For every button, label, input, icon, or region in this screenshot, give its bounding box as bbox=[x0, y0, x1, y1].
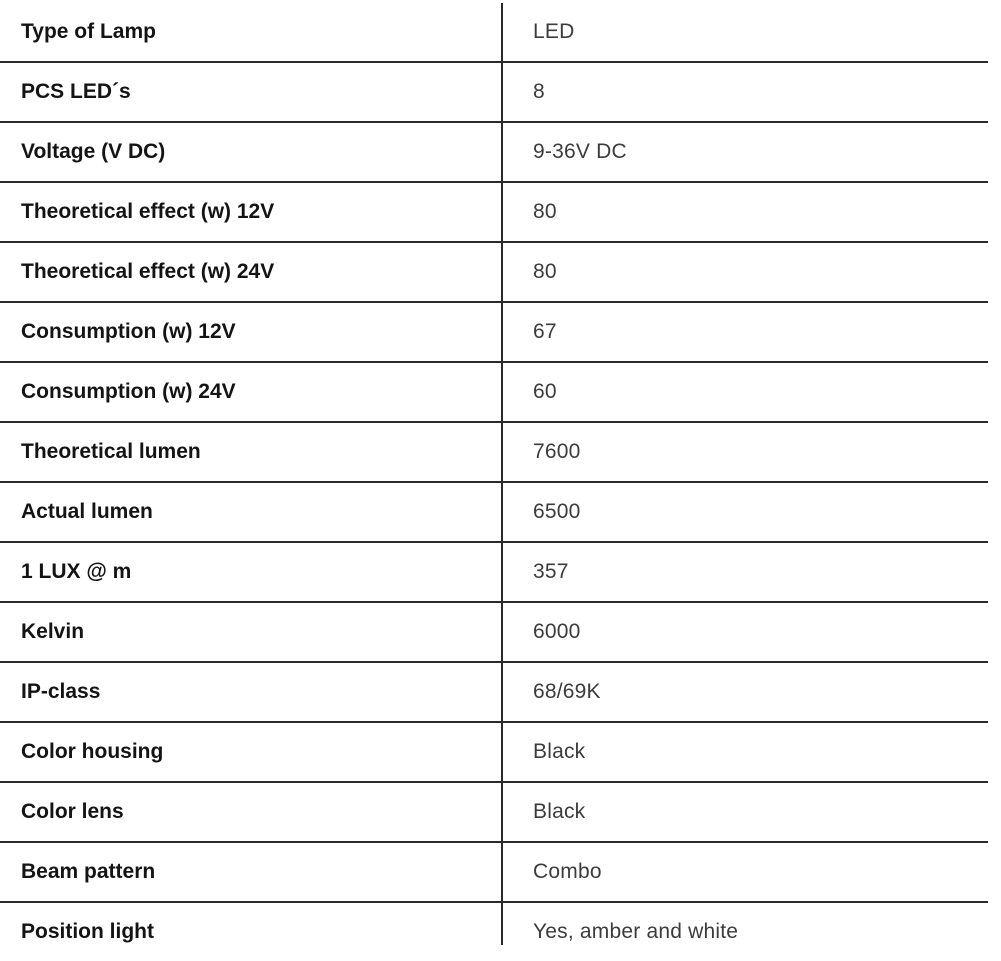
spec-value: 357 bbox=[533, 560, 569, 583]
spec-label: Theoretical effect (w) 12V bbox=[21, 200, 275, 223]
spec-label: IP-class bbox=[21, 680, 101, 703]
spec-label: Consumption (w) 12V bbox=[21, 320, 236, 343]
spec-label: Voltage (V DC) bbox=[21, 140, 166, 163]
spec-label: Color housing bbox=[21, 740, 164, 763]
spec-value: 67 bbox=[533, 320, 557, 343]
spec-row-theoretical-effect-12v bbox=[0, 183, 988, 243]
spec-row-consumption-12v bbox=[0, 303, 988, 363]
spec-label: Beam pattern bbox=[21, 860, 156, 883]
spec-row-voltage bbox=[0, 123, 988, 183]
spec-row-beam-pattern bbox=[0, 843, 988, 903]
spec-row-ip-class bbox=[0, 663, 988, 723]
spec-label: Actual lumen bbox=[21, 500, 153, 523]
spec-row-theoretical-effect-24v bbox=[0, 243, 988, 303]
spec-row-actual-lumen bbox=[0, 483, 988, 543]
spec-value: Combo bbox=[533, 860, 602, 883]
spec-value: 7600 bbox=[533, 440, 581, 463]
spec-row-type-of-lamp bbox=[0, 3, 988, 63]
spec-value: Black bbox=[533, 740, 586, 763]
spec-value: Black bbox=[533, 800, 586, 823]
spec-row-consumption-24v bbox=[0, 363, 988, 423]
spec-table bbox=[0, 3, 988, 945]
spec-row-pcs-leds bbox=[0, 63, 988, 123]
spec-label: Theoretical effect (w) 24V bbox=[21, 260, 275, 283]
spec-value: 6500 bbox=[533, 500, 581, 523]
spec-label: Theoretical lumen bbox=[21, 440, 201, 463]
spec-label: Type of Lamp bbox=[21, 20, 156, 43]
spec-label: Consumption (w) 24V bbox=[21, 380, 236, 403]
spec-value: 80 bbox=[533, 200, 557, 223]
spec-row-lux-distance bbox=[0, 543, 988, 603]
spec-row-kelvin bbox=[0, 603, 988, 663]
spec-label: Position light bbox=[21, 920, 154, 943]
spec-value: LED bbox=[533, 20, 575, 43]
spec-value: 80 bbox=[533, 260, 557, 283]
spec-row-theoretical-lumen bbox=[0, 423, 988, 483]
spec-label: PCS LED´s bbox=[21, 80, 131, 103]
spec-value: 9-36V DC bbox=[533, 140, 627, 163]
spec-value: 6000 bbox=[533, 620, 581, 643]
spec-value: 68/69K bbox=[533, 680, 601, 703]
spec-label: Kelvin bbox=[21, 620, 85, 643]
spec-value: Yes, amber and white bbox=[533, 920, 739, 943]
spec-row-position-light bbox=[0, 903, 988, 961]
spec-row-color-housing bbox=[0, 723, 988, 783]
spec-row-color-lens bbox=[0, 783, 988, 843]
spec-value: 8 bbox=[533, 80, 545, 103]
spec-label: 1 LUX @ m bbox=[21, 560, 132, 583]
spec-label: Color lens bbox=[21, 800, 124, 823]
spec-value: 60 bbox=[533, 380, 557, 403]
